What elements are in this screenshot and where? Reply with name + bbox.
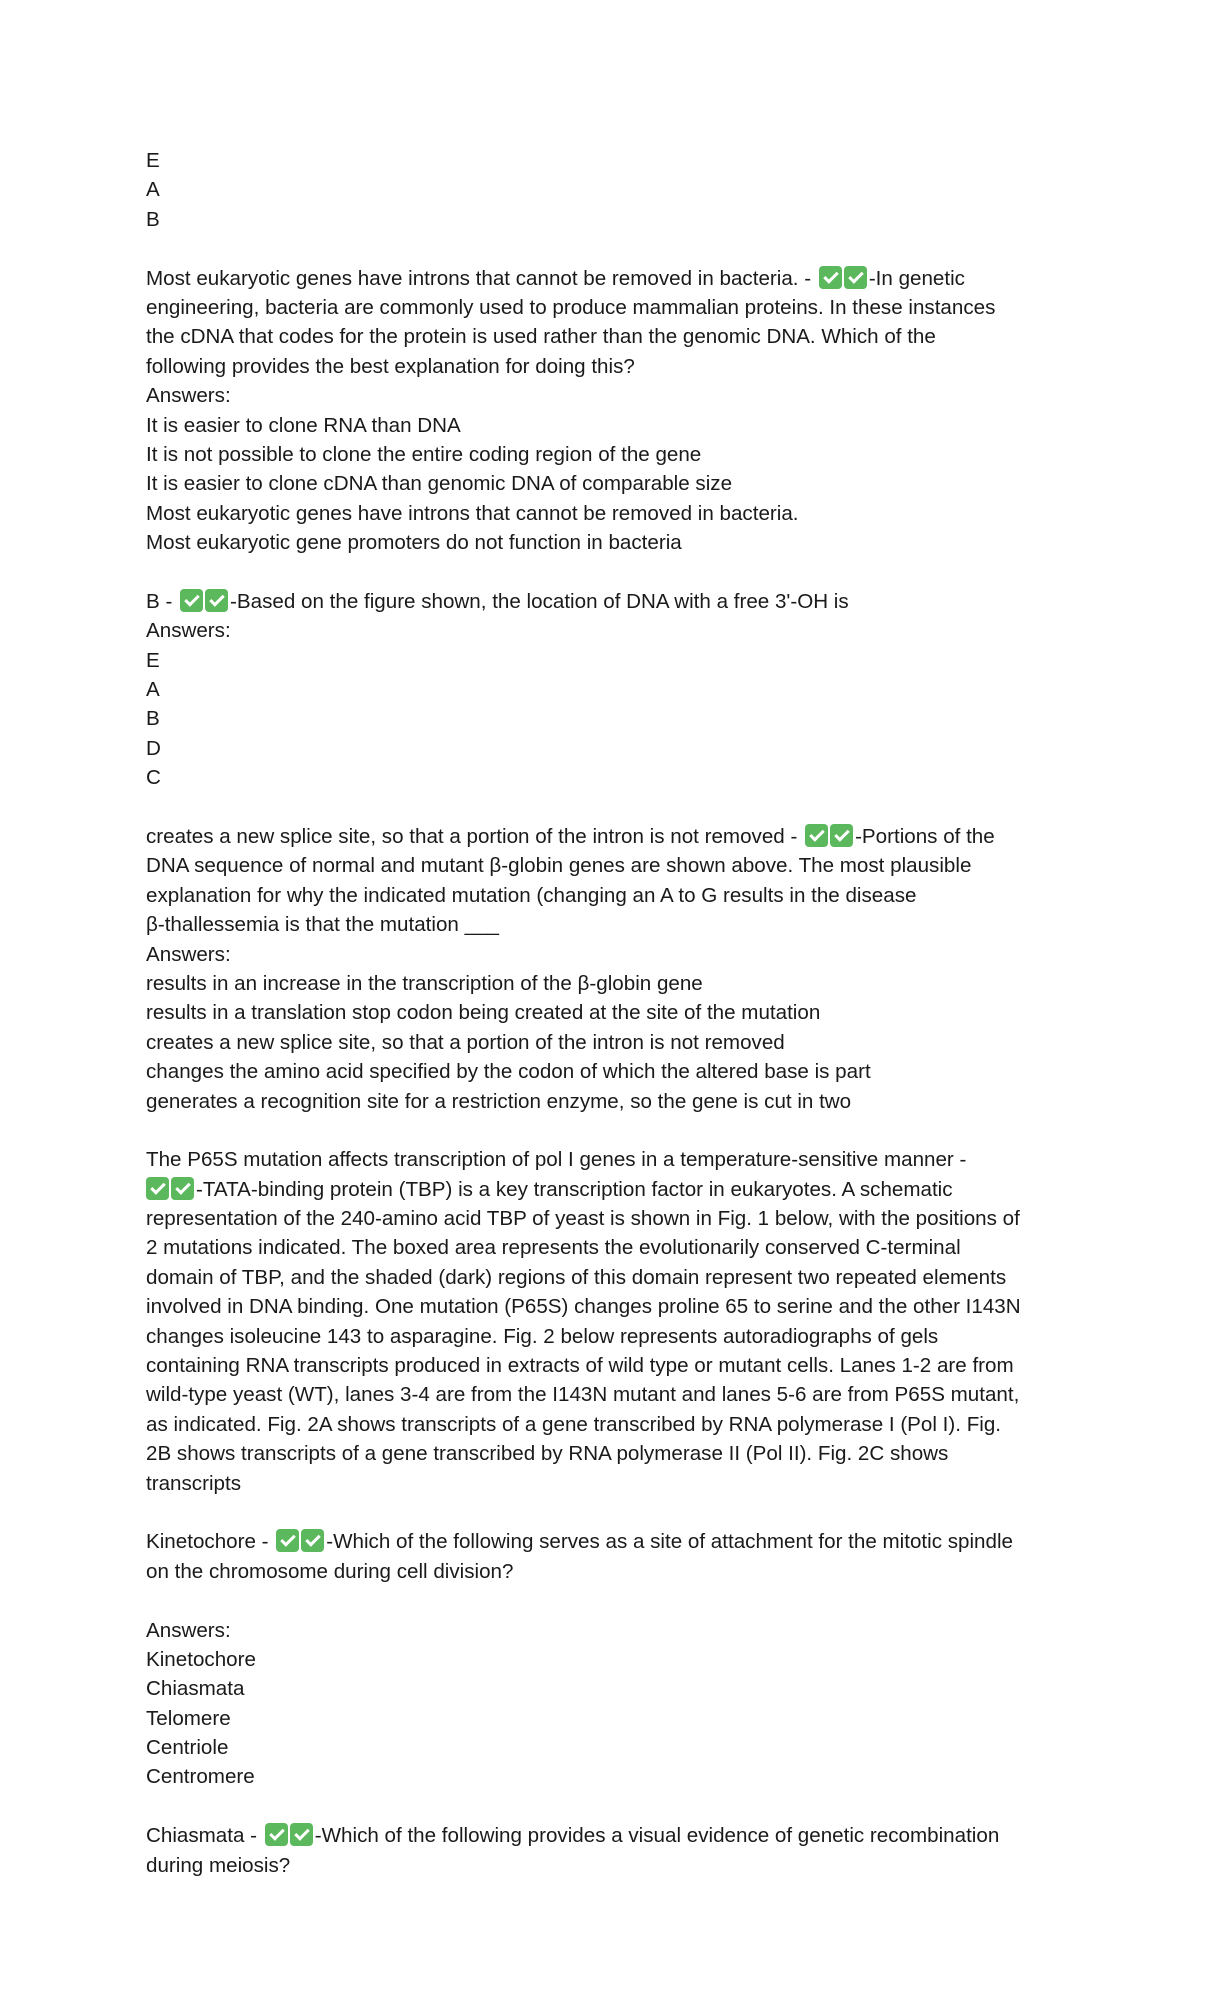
question-text: representation of the 240-amino acid TBP of yeast is shown in Fig. 1 below, with the positions of <box>146 1207 1020 1231</box>
answers-label: Answers: <box>146 384 231 408</box>
question-text: -Which of the following provides a visual evidence of genetic recombination <box>314 1824 1000 1848</box>
question-text: explanation for why the indicated mutation (changing an A to G results in the disease <box>146 883 917 907</box>
check-icon <box>146 1177 169 1200</box>
correct-answer: Most eukaryotic genes have introns that cannot be removed in bacteria. - <box>146 266 817 290</box>
answer-option: Most eukaryotic genes have introns that cannot be removed in bacteria. <box>146 501 799 525</box>
correct-answer: B - <box>146 589 179 613</box>
check-icon <box>171 1177 194 1200</box>
question-text: on the chromosome during cell division? <box>146 1559 514 1583</box>
answer-option: It is easier to clone cDNA than genomic DNA of comparable size <box>146 472 733 496</box>
answer-option: B <box>146 707 160 731</box>
answer-option: A <box>146 678 160 702</box>
question-block-kinetochore <box>146 1527 1106 1792</box>
answer-option: Centromere <box>146 1765 255 1789</box>
answer-option: Telomere <box>146 1706 231 1730</box>
document-page <box>146 146 1106 1880</box>
check-icon <box>819 266 842 289</box>
answers-label: Answers: <box>146 942 231 966</box>
top-list <box>146 146 1106 234</box>
check-icon <box>830 824 853 847</box>
question-line <box>146 264 1106 293</box>
question-text: containing RNA transcripts produced in extracts of wild type or mutant cells. Lanes 1-2 are from <box>146 1354 1014 1378</box>
question-text: DNA sequence of normal and mutant β-globin genes are shown above. The most plausible <box>146 854 972 878</box>
question-text: -In genetic <box>868 266 965 290</box>
question-block-chiasmata <box>146 1821 1106 1880</box>
question-text: -Portions of the <box>855 824 995 848</box>
answer-option: results in a translation stop codon being created at the site of the mutation <box>146 1001 821 1025</box>
answer-option: C <box>146 766 161 790</box>
question-text: engineering, bacteria are commonly used to produce mammalian proteins. In these instances <box>146 295 996 319</box>
question-line <box>146 1175 1106 1204</box>
question-text: as indicated. Fig. 2A shows transcripts of a gene transcribed by RNA polymerase I (Pol I). Fig. <box>146 1412 1002 1436</box>
question-text: domain of TBP, and the shaded (dark) regions of this domain represent two repeated elements <box>146 1265 1007 1289</box>
question-block-tbp <box>146 1145 1106 1498</box>
question-text: during meiosis? <box>146 1853 291 1877</box>
question-line <box>146 1821 1106 1850</box>
question-text: the cDNA that codes for the protein is used rather than the genomic DNA. Which of the <box>146 325 936 349</box>
question-block-cdna <box>146 264 1106 558</box>
list-item: B <box>146 207 160 231</box>
question-text: -Which of the following serves as a site of attachment for the mitotic spindle <box>326 1530 1013 1554</box>
answer-option: It is easier to clone RNA than DNA <box>146 413 461 437</box>
question-text: involved in DNA binding. One mutation (P65S) changes proline 65 to serine and the other I143N <box>146 1295 1021 1319</box>
correct-answer: creates a new splice site, so that a portion of the intron is not removed - <box>146 824 804 848</box>
answer-option: D <box>146 736 161 760</box>
answer-option: Most eukaryotic gene promoters do not function in bacteria <box>146 531 682 555</box>
answer-option: generates a recognition site for a restriction enzyme, so the gene is cut in two <box>146 1089 852 1113</box>
correct-answer: Chiasmata - <box>146 1824 263 1848</box>
answers-label: Answers: <box>146 1618 231 1642</box>
answer-option: creates a new splice site, so that a portion of the intron is not removed <box>146 1030 785 1054</box>
check-icon <box>290 1823 313 1846</box>
check-icon <box>805 824 828 847</box>
question-text: following provides the best explanation for doing this? <box>146 354 635 378</box>
correct-answer: The P65S mutation affects transcription of pol I genes in a temperature-sensitive manner - <box>146 1148 967 1172</box>
list-item: A <box>146 178 160 202</box>
check-icon <box>276 1529 299 1552</box>
question-text: 2 mutations indicated. The boxed area represents the evolutionarily conserved C-terminal <box>146 1236 961 1260</box>
list-item: E <box>146 149 160 172</box>
question-text: -TATA-binding protein (TBP) is a key transcription factor in eukaryotes. A schematic <box>196 1177 953 1201</box>
question-line <box>146 587 1106 616</box>
answer-option: Kinetochore <box>146 1647 256 1671</box>
question-block-globin <box>146 822 1106 1116</box>
check-icon <box>844 266 867 289</box>
answer-option: It is not possible to clone the entire coding region of the gene <box>146 442 702 466</box>
question-text: -Based on the figure shown, the location of DNA with a free 3'-OH is <box>230 589 849 613</box>
answer-option: E <box>146 648 160 672</box>
correct-answer: Kinetochore - <box>146 1530 275 1554</box>
question-text: 2B shows transcripts of a gene transcribed by RNA polymerase II (Pol II). Fig. 2C shows <box>146 1442 949 1466</box>
check-icon <box>301 1529 324 1552</box>
answer-option: changes the amino acid specified by the codon of which the altered base is part <box>146 1060 871 1084</box>
check-icon <box>180 589 203 612</box>
question-line <box>146 1527 1106 1556</box>
question-text: changes isoleucine 143 to asparagine. Fig. 2 below represents autoradiographs of gels <box>146 1324 939 1348</box>
answer-option: Chiasmata <box>146 1677 245 1701</box>
question-text: wild-type yeast (WT), lanes 3-4 are from the I143N mutant and lanes 5-6 are from P65S mutant, <box>146 1383 1020 1407</box>
check-icon <box>265 1823 288 1846</box>
answer-option: Centriole <box>146 1736 229 1760</box>
answer-option: results in an increase in the transcription of the β-globin gene <box>146 971 703 995</box>
question-line <box>146 822 1106 851</box>
question-text: β-thallessemia is that the mutation ___ <box>146 913 499 937</box>
question-block-3oh <box>146 587 1106 793</box>
question-text: transcripts <box>146 1471 241 1495</box>
answers-label: Answers: <box>146 619 231 643</box>
check-icon <box>205 589 228 612</box>
